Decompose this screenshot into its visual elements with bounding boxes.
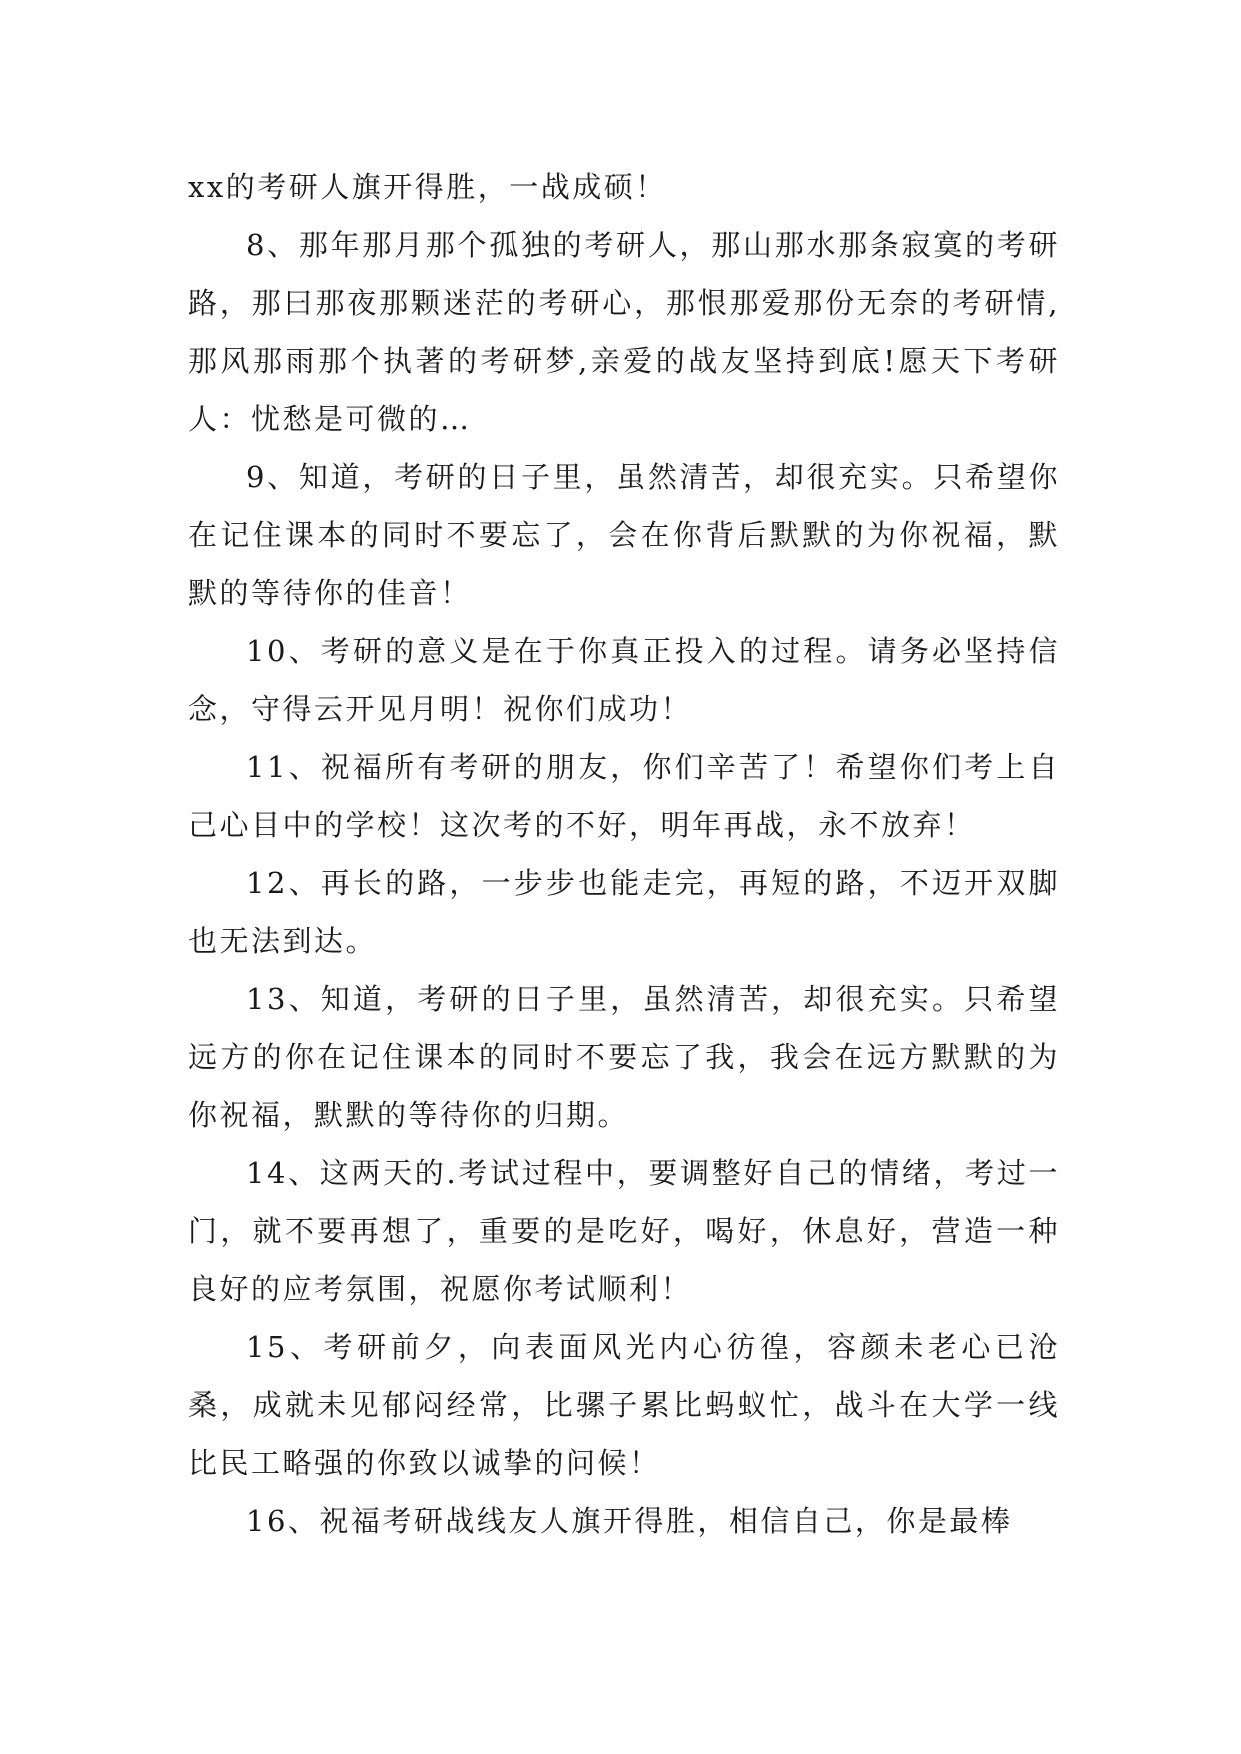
- paragraph-11: 11、祝福所有考研的朋友，你们辛苦了！希望你们考上自己心目中的学校！这次考的不好，明年再战，永不放弃！: [188, 750, 1060, 842]
- paragraph-8: 8、那年那月那个孤独的考研人，那山那水那条寂寞的考研路，那曰那夜那颗迷茫的考研心，那恨那爱那份无奈的考研情,那风那雨那个执著的考研梦,亲爱的战友坚持到底!愿天下考研人：忧愁是可微的…: [188, 228, 1060, 436]
- paragraph-16: 16、祝福考研战线友人旗开得胜，相信自己，你是最棒: [246, 1504, 1013, 1538]
- document-body: [188, 158, 1060, 1550]
- paragraph-15: 15、考研前夕，向表面风光内心彷徨，容颜未老心已沧桑，成就未见郁闷经常，比骡子累比蚂蚁忙，战斗在大学一线比民工略强的你致以诚挚的问候！: [188, 1330, 1060, 1480]
- paragraph-14: 14、这两天的.考试过程中，要调整好自己的情绪，考过一门，就不要再想了，重要的是吃好，喝好，休息好，营造一种良好的应考氛围，祝愿你考试顺利！: [188, 1156, 1060, 1306]
- paragraph-10: 10、考研的意义是在于你真正投入的过程。请务必坚持信念，守得云开见月明！祝你们成功！: [188, 634, 1060, 726]
- paragraph-9: 9、知道，考研的日子里，虽然清苦，却很充实。只希望你在记住课本的同时不要忘了，会在你背后默默的为你祝福，默默的等待你的佳音！: [188, 460, 1060, 610]
- paragraph-13: 13、知道，考研的日子里，虽然清苦，却很充实。只希望远方的你在记住课本的同时不要忘了我，我会在远方默默的为你祝福，默默的等待你的归期。: [188, 982, 1060, 1132]
- paragraph-continued: xx的考研人旗开得胜，一战成硕！: [188, 170, 667, 204]
- paragraph-12: 12、再长的路，一步步也能走完，再短的路，不迈开双脚也无法到达。: [188, 866, 1060, 958]
